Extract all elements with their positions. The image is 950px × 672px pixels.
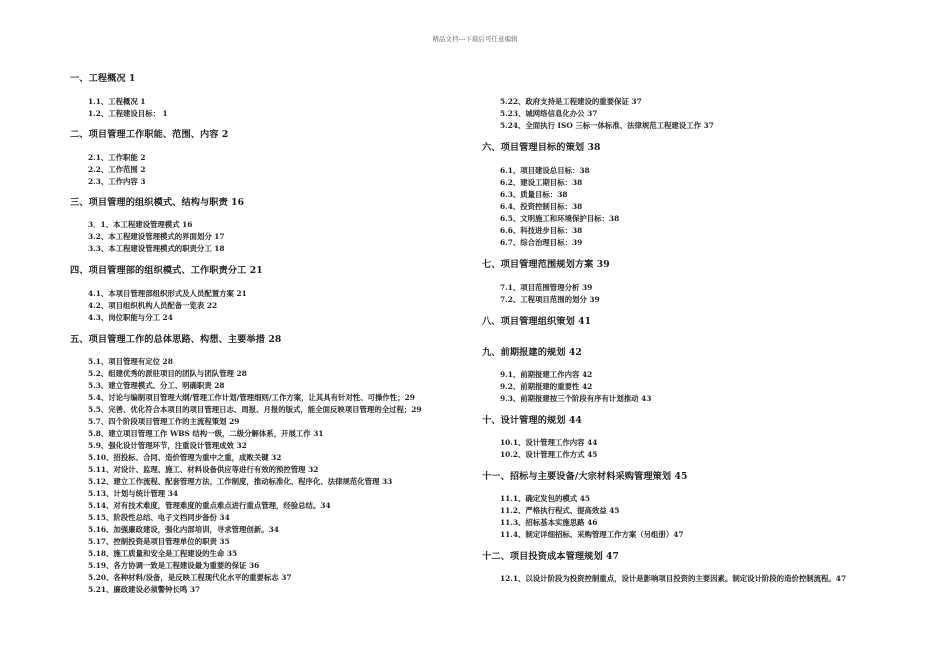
toc-item[interactable]: 3.3、本工程建设管理模式的职责分工 18: [88, 244, 225, 253]
toc-item[interactable]: 5.3、建立管理模式、分工、明确职责 28: [88, 381, 225, 390]
toc-item[interactable]: 6.1、项目建设总目标：38: [500, 166, 590, 175]
toc-item[interactable]: 4.3、岗位职能与分工 24: [88, 313, 173, 322]
toc-item[interactable]: 5.12、建立工作流程、配套管理方法、工作制度，推动标准化、程序化、法律规范化管理 33: [88, 477, 393, 486]
toc-item[interactable]: 5.21、廉政建设必须警钟长鸣 37: [88, 585, 201, 594]
toc-item[interactable]: 6.5、文明施工和环境保护目标：38: [500, 214, 620, 223]
toc-section-2[interactable]: 二、项目管理工作职能、范围、内容 2: [70, 129, 229, 140]
toc-item[interactable]: 11.3、招标基本实施思路 46: [500, 518, 598, 527]
toc-item[interactable]: 3．1、本工程建设管理模式 16: [88, 220, 193, 229]
toc-item[interactable]: 6.4、投资控制目标：38: [500, 202, 583, 211]
toc-item[interactable]: 5.13、计划与统计管理 34: [88, 489, 178, 498]
toc-item[interactable]: 5.18、施工质量和安全是工程建设的生命 35: [88, 549, 238, 558]
toc-item[interactable]: 1.1、工程概况 1: [88, 97, 146, 106]
toc-item[interactable]: 10.1、设计管理工作内容 44: [500, 438, 598, 447]
toc-item[interactable]: 2.3、工作内容 3: [88, 177, 146, 186]
toc-item[interactable]: 5.14、对有技术难度，管理难度的重点难点进行重点管理，经验总结。34: [88, 501, 331, 510]
toc-section-5[interactable]: 五、项目管理工作的总体思路、构想、主要举措 28: [70, 334, 282, 345]
toc-item[interactable]: 9.1、前期报建工作内容 42: [500, 370, 593, 379]
toc-item[interactable]: 1.2、工程建设目标： 1: [88, 109, 168, 118]
toc-item[interactable]: 6.2、建设工期目标：38: [500, 178, 583, 187]
toc-item[interactable]: 4.2、项目组织机构人员配备一览表 22: [88, 301, 218, 310]
toc-item[interactable]: 11.1、确定发包的模式 45: [500, 494, 590, 503]
toc-item[interactable]: 10.2、设计管理工作方式 45: [500, 450, 598, 459]
toc-item[interactable]: 5.10、招投标、合同、造价管理为重中之重，成败关键 32: [88, 453, 282, 462]
toc-item[interactable]: 11.4、制定详细招标、采购管理工作方案（另组册）47: [500, 530, 684, 539]
toc-item[interactable]: 6.3、质量目标：38: [500, 190, 568, 199]
toc-item[interactable]: 2.2、工作范围 2: [88, 165, 146, 174]
toc-item[interactable]: 5.23、城网络信息化办公 37: [500, 109, 598, 118]
toc-item[interactable]: 5.11、对设计、监理、施工、材料设备供应等进行有效的预控管理 32: [88, 465, 319, 474]
toc-section-3[interactable]: 三、项目管理的组织模式、结构与职责 16: [70, 197, 245, 208]
toc-item[interactable]: 6.7、综合治理目标：39: [500, 238, 583, 247]
toc-item[interactable]: 4.1、本项目管理部组织形式及人员配置方案 21: [88, 289, 247, 298]
page-header-note: 精品文档---下载后可任意编辑: [432, 35, 518, 43]
toc-item[interactable]: 5.7、四个阶段项目管理工作的主流程策划 29: [88, 417, 240, 426]
toc-section-4[interactable]: 四、项目管理部的组织模式、工作职责分工 21: [70, 265, 263, 276]
toc-item[interactable]: 5.22、政府支持是工程建设的重要保证 37: [500, 97, 642, 106]
toc-item[interactable]: 9.2、前期报建的重要性 42: [500, 382, 593, 391]
toc-item[interactable]: 5.1、项目管理有定位 28: [88, 357, 173, 366]
toc-item[interactable]: 6.6、科技进步目标：38: [500, 226, 583, 235]
toc-section-8[interactable]: 八、项目管理组织策划 41: [482, 316, 592, 327]
toc-item[interactable]: 2.1、工作职能 2: [88, 153, 146, 162]
toc-section-9[interactable]: 九、前期报建的规划 42: [482, 347, 582, 358]
toc-section-7[interactable]: 七、项目管理范围规划方案 39: [482, 259, 610, 270]
toc-item[interactable]: 3.2、本工程建设管理模式的界面划分 17: [88, 232, 225, 241]
toc-item[interactable]: 5.24、全面执行 ISO 三标一体标准、法律规范工程建设工作 37: [500, 121, 714, 130]
toc-section-10[interactable]: 十、设计管理的规划 44: [482, 415, 582, 426]
toc-section-1[interactable]: 一、工程概况 1: [70, 73, 136, 84]
toc-section-12[interactable]: 十二、项目投资成本管理规划 47: [482, 551, 620, 562]
toc-item[interactable]: 5.17、控制投资是项目管理单位的职责 35: [88, 537, 230, 546]
toc-item[interactable]: 5.8、建立项目管理工作 WBS 结构一级，二级分解体系，开展工作 31: [88, 429, 324, 438]
toc-item[interactable]: 9.3、前期报建按三个阶段有序有计划推动 43: [500, 394, 652, 403]
toc-section-11[interactable]: 十一、招标与主要设备/大宗材料采购管理策划 45: [482, 471, 688, 482]
toc-item[interactable]: 5.16、加强廉政建设，强化内部培训，寻求管理创新。34: [88, 525, 279, 534]
toc-item[interactable]: 5.19、各方协调一致是工程建设最为重要的保证 36: [88, 561, 260, 570]
toc-item[interactable]: 7.1、项目范围管理分析 39: [500, 283, 593, 292]
toc-item[interactable]: 5.2、组建优秀的派驻项目的团队与团队管理 28: [88, 369, 247, 378]
toc-item[interactable]: 5.4、讨论与编制项目管理大纲/管理工作计划/管理细则/工作方案，让其具有针对性、可操作性；29: [88, 393, 415, 402]
toc-item[interactable]: 7.2、工程项目范围的划分 39: [500, 295, 600, 304]
toc-item[interactable]: 5.15、阶段性总结、电子文档同步备份 34: [88, 513, 230, 522]
toc-item-wrapped[interactable]: 12.1、以设计阶段为投资控制重点，设计是影响项目投资的主要因素。制定设计阶段的造价控制流程。47: [500, 574, 847, 583]
toc-section-6[interactable]: 六、项目管理目标的策划 38: [482, 142, 601, 153]
toc-item[interactable]: 5.20、各种材料/设备，是反映工程现代化水平的重要标志 37: [88, 573, 292, 582]
toc-item[interactable]: 5.9、强化设计管理环节，注重设计管理成效 32: [88, 441, 247, 450]
toc-item[interactable]: 5.5、完善、优化符合本项目的项目管理日志、周报、月报的版式，能全面反映项目管理的全过程；29: [88, 405, 422, 414]
toc-item[interactable]: 11.2、严格执行程式、提高效益 45: [500, 506, 620, 515]
